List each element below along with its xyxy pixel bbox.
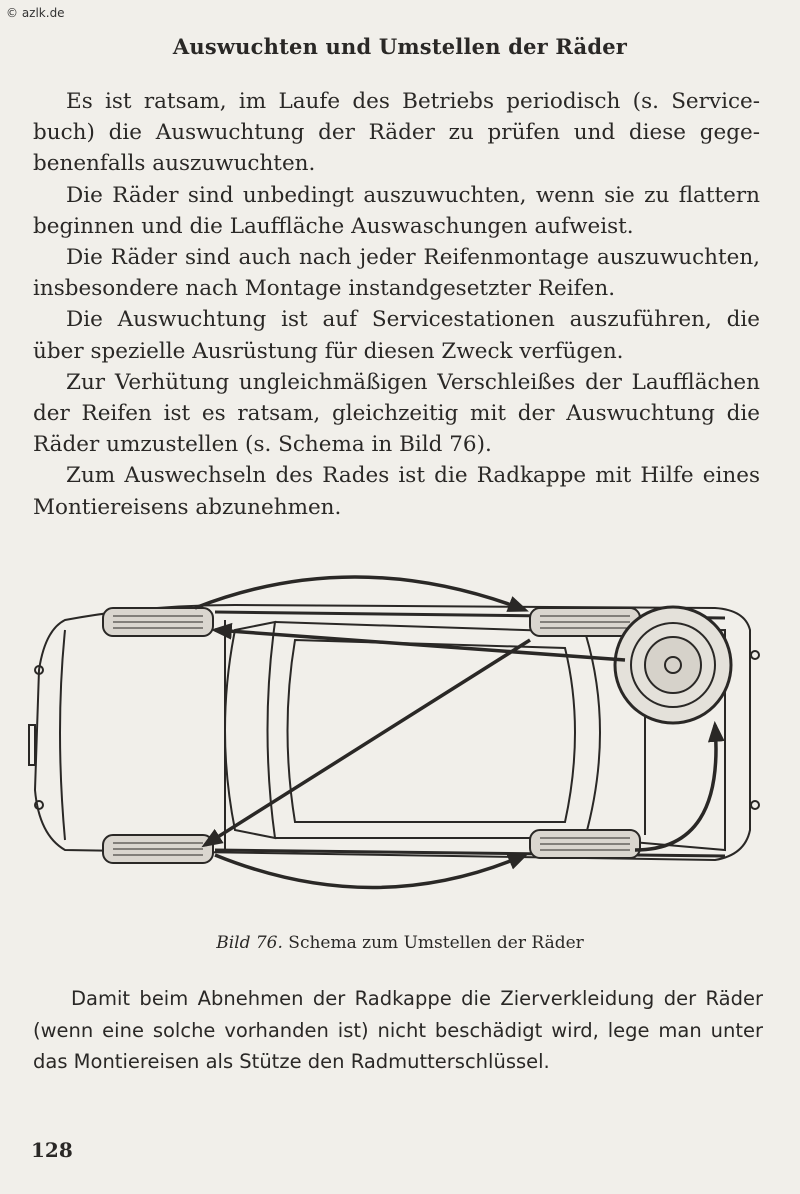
body-text-2 (33, 983, 763, 1078)
paragraph: Die Räder sind auch nach jeder Reifenmontage auszuwuchten, insbesondere nach Montage instandgesetzter Reifen. (33, 245, 760, 302)
wheels (103, 608, 640, 863)
paragraph: Es ist ratsam, im Laufe des Betriebs periodisch (s. Servicebuch) die Auswuchtung der Räder zu prüfen und diese gegebenenfalls auszuwuchten. (33, 89, 760, 177)
figure-caption-text: Schema zum Umstellen der Räder (282, 933, 584, 953)
page-title: Auswuchten und Umstellen der Räder (172, 34, 628, 59)
paragraph: Zum Auswechseln des Rades ist die Radkappe mit Hilfe eines Montiereisens abzunehmen. (33, 463, 760, 520)
watermark: © azlk.de (6, 6, 65, 20)
paragraph: Die Räder sind unbedingt auszuwuchten, wenn sie zu flattern beginnen und die Lauffläche Auswaschungen aufweist. (33, 182, 760, 239)
paragraph: Damit beim Abnehmen der Radkappe die Zierverkleidung der Räder (wenn eine solche vorhanden ist) nicht beschädigt wird, lege man unter das Montiereisen als Stütze den Radmutterschlüssel. (33, 987, 763, 1073)
body-text (33, 86, 760, 523)
spare-wheel (615, 607, 731, 723)
paragraph: Zur Verhütung ungleichmäßigen Verschleißes der Laufflächen der Reifen ist es ratsam, gleichzeitig mit der Auswuchtung die Räder umzustellen (s. Schema in Bild 76). (33, 369, 760, 458)
wheel-rotation-diagram (25, 560, 765, 920)
figure-caption (0, 933, 800, 953)
figure-label: Bild 76. (216, 933, 283, 953)
page-number: 128 (31, 1138, 73, 1162)
paragraph: Die Auswuchtung ist auf Servicestationen auszuführen, die über spezielle Ausrüstung für diesen Zweck verfügen. (33, 307, 760, 364)
